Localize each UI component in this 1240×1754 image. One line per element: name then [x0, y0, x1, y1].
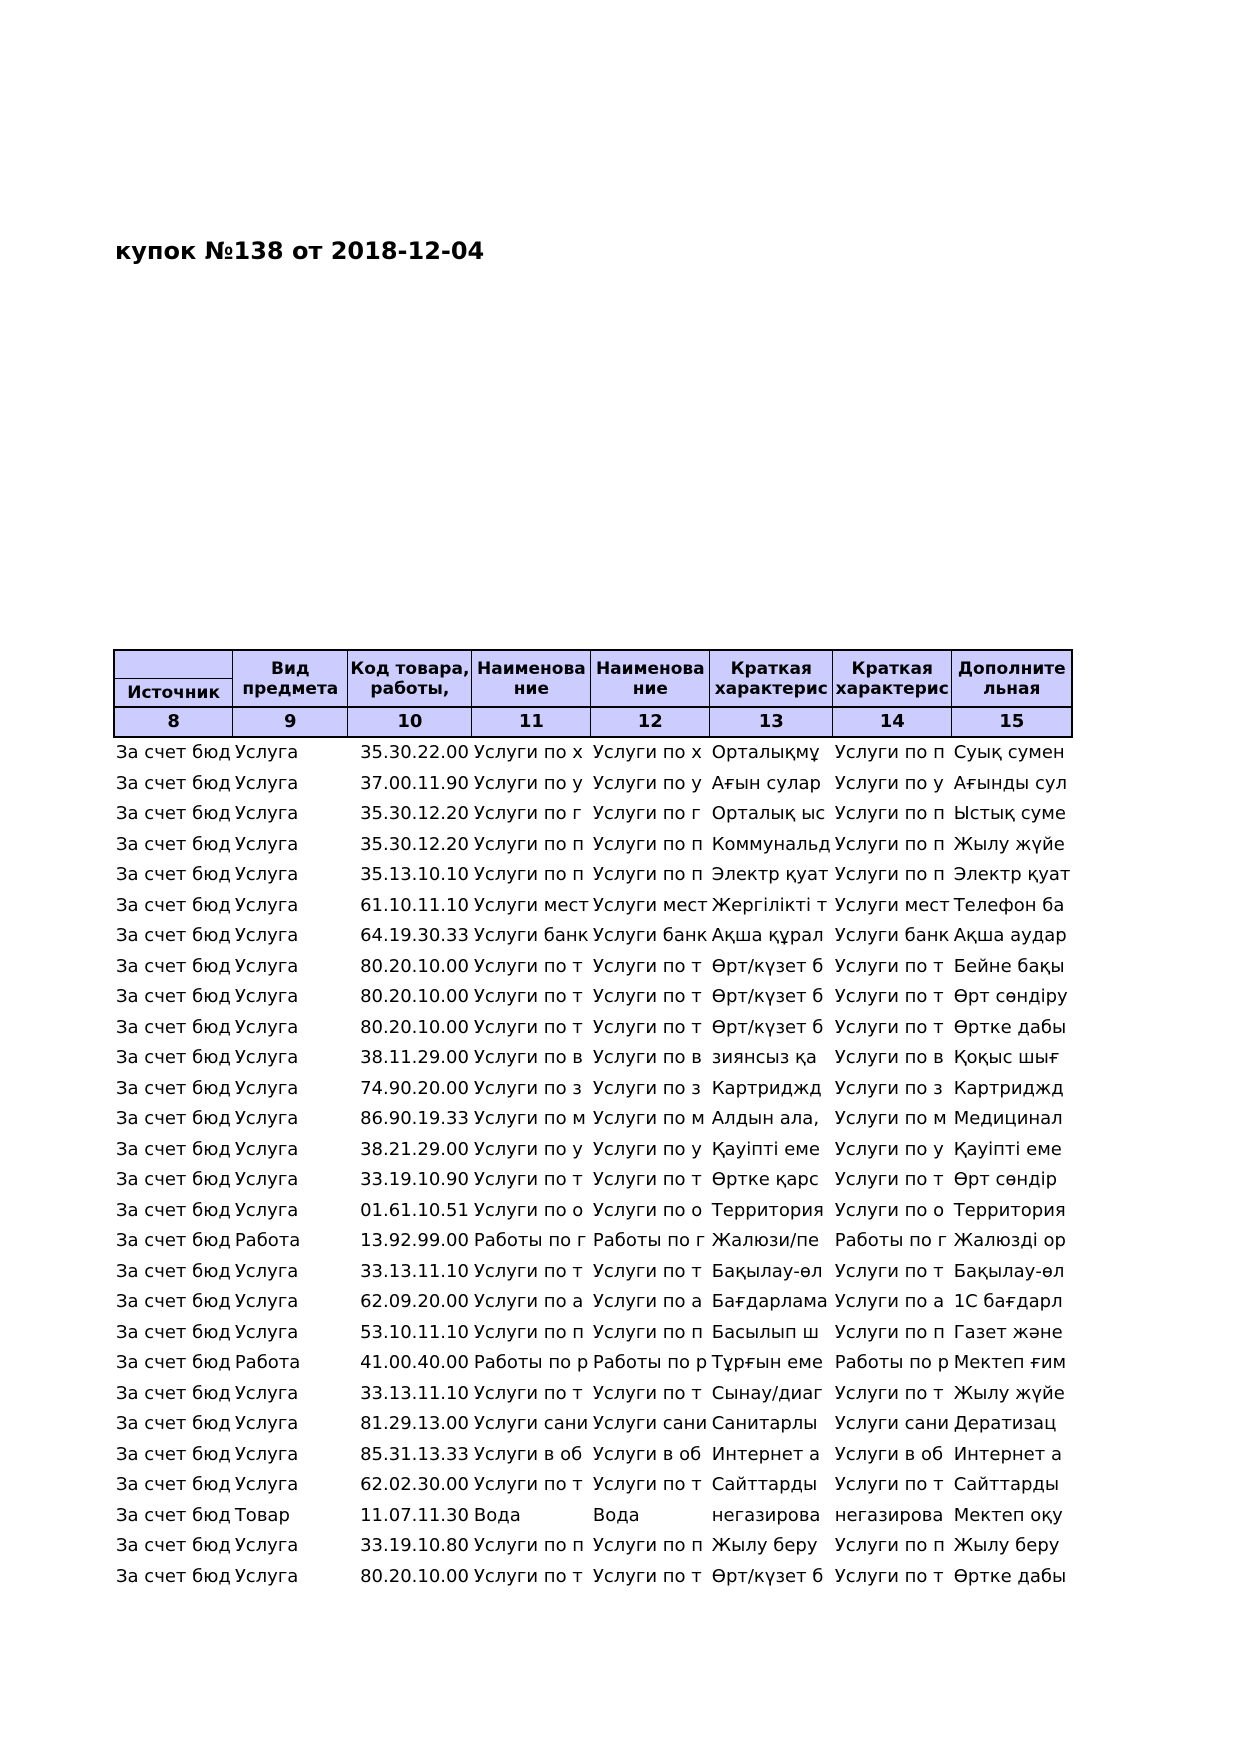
cell-additional: 1С бағдарл	[953, 1291, 1063, 1313]
cell-item-code: 38.21.29.00	[360, 1138, 469, 1160]
cell-subject-type: Услуга	[234, 1199, 299, 1221]
cell-subject-type: Услуга	[234, 1260, 299, 1282]
cell-short-desc-ru: Услуги по п	[834, 1535, 945, 1557]
cell-short-desc-ru: Услуги по т	[834, 955, 944, 977]
cell-subject-type: Услуга	[234, 1413, 299, 1435]
cell-short-desc-ru: Услуги по п	[834, 1321, 945, 1343]
header-top-cell: Наименова	[591, 650, 710, 679]
cell-short-desc-kz: негазирова	[711, 1504, 821, 1526]
cell-source: За счет бюд	[116, 1047, 231, 1069]
cell-name-ru: Услуги по т	[473, 1382, 583, 1404]
cell-additional: Жылу беру	[953, 1535, 1060, 1557]
cell-source: За счет бюд	[116, 986, 231, 1008]
cell-source: За счет бюд	[116, 1535, 231, 1557]
cell-short-desc-kz: Алдын ала,	[711, 1108, 820, 1130]
cell-short-desc-ru: Услуги по т	[834, 1260, 944, 1282]
cell-item-code: 74.90.20.00	[360, 1077, 469, 1099]
cell-name-kz: Услуги по в	[592, 1047, 702, 1069]
cell-short-desc-ru: негазирова	[834, 1504, 944, 1526]
cell-short-desc-kz: Басылып ш	[711, 1321, 819, 1343]
cell-name-ru: Услуги по у	[473, 772, 583, 794]
cell-source: За счет бюд	[116, 894, 231, 916]
cell-short-desc-ru: Услуги в об	[834, 1443, 944, 1465]
table-row	[114, 1104, 1072, 1135]
cell-subject-type: Услуга	[234, 1443, 299, 1465]
cell-additional: Өртке дабы	[953, 1565, 1067, 1587]
cell-name-ru: Услуги по т	[473, 1260, 583, 1282]
cell-source: За счет бюд	[116, 1199, 231, 1221]
cell-short-desc-ru: Услуги мест	[834, 894, 950, 916]
cell-item-code: 33.19.10.90	[360, 1169, 469, 1191]
cell-short-desc-ru: Услуги по т	[834, 986, 944, 1008]
cell-item-code: 33.13.11.10	[360, 1382, 469, 1404]
cell-subject-type: Товар	[234, 1504, 290, 1526]
cell-short-desc-kz: Санитарлы	[711, 1413, 818, 1435]
cell-subject-type: Работа	[234, 1230, 301, 1252]
cell-subject-type: Услуга	[234, 1535, 299, 1557]
cell-item-code: 85.31.13.33	[360, 1443, 469, 1465]
cell-subject-type: Работа	[234, 1352, 301, 1374]
header-row-top	[114, 650, 1072, 679]
table-row	[114, 891, 1072, 922]
cell-source: За счет бюд	[116, 1382, 231, 1404]
cell-additional: Қоқыс шығ	[953, 1047, 1060, 1069]
cell-additional: Өрт сөндіру	[953, 986, 1068, 1008]
cell-short-desc-kz: Ақша құрал	[711, 925, 824, 947]
cell-name-ru: Услуги по п	[473, 1321, 585, 1343]
cell-additional: Ақша аудар	[953, 925, 1067, 947]
cell-name-kz: Услуги по п	[592, 1535, 704, 1557]
cell-name-kz: Услуги по п	[592, 864, 704, 886]
cell-name-kz: Услуги в об	[592, 1443, 702, 1465]
cell-short-desc-kz: Жергілікті т	[711, 894, 828, 916]
table-row	[114, 952, 1072, 983]
cell-source: За счет бюд	[116, 1474, 231, 1496]
cell-name-ru: Услуги по т	[473, 1565, 583, 1587]
cell-source: За счет бюд	[116, 925, 231, 947]
cell-item-code: 13.92.99.00	[360, 1230, 469, 1252]
table-row	[114, 1043, 1072, 1074]
cell-additional: Газет және	[953, 1321, 1063, 1343]
cell-item-code: 81.29.13.00	[360, 1413, 469, 1435]
cell-subject-type: Услуга	[234, 803, 299, 825]
cell-item-code: 61.10.11.10	[360, 894, 469, 916]
cell-additional: Территория	[953, 1199, 1066, 1221]
cell-short-desc-ru: Услуги банк	[834, 925, 950, 947]
cell-additional: Электр қуат	[953, 864, 1071, 886]
table-row	[114, 921, 1072, 952]
cell-source: За счет бюд	[116, 803, 231, 825]
cell-name-kz: Услуги по т	[592, 1169, 702, 1191]
cell-subject-type: Услуга	[234, 1321, 299, 1343]
cell-item-code: 35.30.12.20	[360, 833, 469, 855]
cell-item-code: 11.07.11.30	[360, 1504, 469, 1526]
cell-short-desc-kz: Орталық ыс	[711, 803, 826, 825]
table-body	[114, 737, 1072, 1592]
table-row	[114, 1318, 1072, 1349]
header-mid-cell: характерис	[833, 679, 952, 708]
cell-subject-type: Услуга	[234, 1474, 299, 1496]
cell-item-code: 86.90.19.33	[360, 1108, 469, 1130]
cell-subject-type: Услуга	[234, 955, 299, 977]
cell-additional: Бақылау-өл	[953, 1260, 1065, 1282]
cell-subject-type: Услуга	[234, 1291, 299, 1313]
column-number: 9	[233, 707, 348, 737]
cell-name-ru: Услуги по т	[473, 1169, 583, 1191]
cell-name-kz: Услуги по п	[592, 833, 704, 855]
column-number: 15	[952, 707, 1073, 737]
cell-name-kz: Услуги по п	[592, 1321, 704, 1343]
cell-name-ru: Услуги по т	[473, 955, 583, 977]
page-title: купок №138 от 2018-12-04	[115, 237, 485, 265]
cell-additional: Интернет а	[953, 1443, 1062, 1465]
column-number: 11	[472, 707, 591, 737]
cell-name-kz: Услуги по т	[592, 1474, 702, 1496]
header-top-cell: Дополните	[952, 650, 1073, 679]
cell-short-desc-kz: Өрт/күзет б	[711, 1016, 824, 1038]
cell-short-desc-ru: Услуги сани	[834, 1413, 950, 1435]
cell-name-ru: Услуги сани	[473, 1413, 589, 1435]
cell-additional: Медицинал	[953, 1108, 1063, 1130]
cell-item-code: 41.00.40.00	[360, 1352, 469, 1374]
cell-name-kz: Услуги по т	[592, 986, 702, 1008]
table-row	[114, 1226, 1072, 1257]
cell-name-ru: Услуги по п	[473, 833, 585, 855]
cell-short-desc-kz: Сайттарды	[711, 1474, 818, 1496]
header-top-cell: Краткая	[710, 650, 833, 679]
cell-subject-type: Услуга	[234, 894, 299, 916]
header-source-blank	[114, 650, 233, 679]
cell-source: За счет бюд	[116, 772, 231, 794]
table-row	[114, 1135, 1072, 1166]
cell-subject-type: Услуга	[234, 772, 299, 794]
cell-name-ru: Услуги банк	[473, 925, 589, 947]
cell-short-desc-ru: Услуги по п	[834, 833, 945, 855]
cell-short-desc-ru: Услуги по т	[834, 1382, 944, 1404]
table-row	[114, 1501, 1072, 1532]
cell-short-desc-ru: Услуги по п	[834, 864, 945, 886]
cell-short-desc-ru: Услуги по м	[834, 1108, 947, 1130]
cell-short-desc-kz: зиянсыз қа	[711, 1047, 817, 1069]
cell-source: За счет бюд	[116, 1016, 231, 1038]
table-row	[114, 982, 1072, 1013]
cell-short-desc-ru: Услуги по т	[834, 1474, 944, 1496]
cell-short-desc-ru: Услуги по т	[834, 1016, 944, 1038]
cell-source: За счет бюд	[116, 1352, 231, 1374]
cell-short-desc-ru: Услуги по а	[834, 1291, 945, 1313]
cell-subject-type: Услуга	[234, 1565, 299, 1587]
table-row	[114, 1470, 1072, 1501]
table-row	[114, 1257, 1072, 1288]
cell-item-code: 80.20.10.00	[360, 1565, 469, 1587]
table-row	[114, 1379, 1072, 1410]
cell-additional: Жалюзді ор	[953, 1230, 1066, 1252]
cell-name-ru: Услуги мест	[473, 894, 589, 916]
cell-name-ru: Услуги по г	[473, 803, 582, 825]
cell-additional: Ағынды сул	[953, 772, 1068, 794]
cell-name-kz: Услуги по г	[592, 803, 701, 825]
header-mid-cell: характерис	[710, 679, 833, 708]
cell-short-desc-kz: Электр қуат	[711, 864, 829, 886]
header-mid-cell: льная	[952, 679, 1073, 708]
cell-short-desc-kz: Сынау/диаг	[711, 1382, 823, 1404]
cell-item-code: 80.20.10.00	[360, 955, 469, 977]
cell-name-ru: Услуги в об	[473, 1443, 583, 1465]
cell-subject-type: Услуга	[234, 1382, 299, 1404]
cell-name-ru: Услуги по п	[473, 1535, 585, 1557]
cell-additional: Дератизац	[953, 1413, 1057, 1435]
cell-name-ru: Услуги по в	[473, 1047, 583, 1069]
cell-name-kz: Работы по г	[592, 1230, 706, 1252]
column-number: 12	[591, 707, 710, 737]
table-row	[114, 1013, 1072, 1044]
cell-name-kz: Работы по р	[592, 1352, 708, 1374]
cell-additional: Мектеп оқу	[953, 1504, 1063, 1526]
cell-name-ru: Услуги по м	[473, 1108, 586, 1130]
cell-source: За счет бюд	[116, 1321, 231, 1343]
cell-name-ru: Работы по г	[473, 1230, 587, 1252]
cell-name-ru: Услуги по т	[473, 986, 583, 1008]
header-top-cell: Код товара,	[348, 650, 472, 679]
cell-source: За счет бюд	[116, 742, 231, 764]
cell-subject-type: Услуга	[234, 742, 299, 764]
cell-item-code: 53.10.11.10	[360, 1321, 469, 1343]
table-row	[114, 1409, 1072, 1440]
cell-source: За счет бюд	[116, 1077, 231, 1099]
table-row	[114, 830, 1072, 861]
cell-short-desc-kz: Жалюзи/пе	[711, 1230, 820, 1252]
cell-subject-type: Услуга	[234, 1047, 299, 1069]
header-mid-cell: предмета	[233, 679, 348, 708]
cell-name-ru: Работы по р	[473, 1352, 589, 1374]
cell-source: За счет бюд	[116, 955, 231, 977]
cell-name-kz: Услуги по а	[592, 1291, 703, 1313]
cell-name-kz: Услуги по т	[592, 1565, 702, 1587]
cell-additional: Жылу жүйе	[953, 833, 1065, 855]
cell-short-desc-ru: Услуги по в	[834, 1047, 944, 1069]
cell-source: За счет бюд	[116, 1260, 231, 1282]
cell-item-code: 33.13.11.10	[360, 1260, 469, 1282]
cell-short-desc-ru: Услуги по о	[834, 1199, 945, 1221]
cell-item-code: 62.09.20.00	[360, 1291, 469, 1313]
table-header	[114, 650, 1072, 737]
cell-additional: Жылу жүйе	[953, 1382, 1065, 1404]
cell-short-desc-ru: Работы по р	[834, 1352, 950, 1374]
cell-short-desc-kz: Тұрғын еме	[711, 1352, 823, 1374]
cell-name-ru: Услуги по п	[473, 864, 585, 886]
cell-item-code: 64.19.30.33	[360, 925, 469, 947]
cell-subject-type: Услуга	[234, 925, 299, 947]
cell-short-desc-kz: Өрт/күзет б	[711, 1565, 824, 1587]
cell-item-code: 80.20.10.00	[360, 986, 469, 1008]
table-row	[114, 1440, 1072, 1471]
cell-item-code: 62.02.30.00	[360, 1474, 469, 1496]
cell-source: За счет бюд	[116, 833, 231, 855]
cell-short-desc-ru: Услуги по т	[834, 1169, 944, 1191]
cell-name-kz: Услуги по т	[592, 1016, 702, 1038]
procurement-table	[113, 649, 1073, 1592]
table-row	[114, 860, 1072, 891]
cell-additional: Сайттарды	[953, 1474, 1060, 1496]
table-row	[114, 1165, 1072, 1196]
cell-short-desc-kz: Коммунальд	[711, 833, 831, 855]
cell-source: За счет бюд	[116, 1504, 231, 1526]
cell-item-code: 01.61.10.51	[360, 1199, 469, 1221]
cell-additional: Қауіпті еме	[953, 1138, 1062, 1160]
cell-source: За счет бюд	[116, 1443, 231, 1465]
header-mid-cell: ние	[472, 679, 591, 708]
cell-source: За счет бюд	[116, 1565, 231, 1587]
cell-subject-type: Услуга	[234, 1169, 299, 1191]
table-row	[114, 769, 1072, 800]
cell-name-ru: Услуги по т	[473, 1016, 583, 1038]
cell-short-desc-kz: Бақылау-өл	[711, 1260, 823, 1282]
cell-name-kz: Услуги по у	[592, 772, 702, 794]
cell-additional: Ыстық суме	[953, 803, 1066, 825]
column-number: 8	[114, 707, 233, 737]
cell-additional: Суық сумен	[953, 742, 1065, 764]
header-mid-cell: ние	[591, 679, 710, 708]
cell-short-desc-ru: Работы по г	[834, 1230, 948, 1252]
table-row	[114, 1562, 1072, 1593]
cell-name-kz: Услуги по т	[592, 955, 702, 977]
cell-short-desc-kz: Территория	[711, 1199, 824, 1221]
cell-short-desc-kz: Өрт/күзет б	[711, 986, 824, 1008]
cell-item-code: 38.11.29.00	[360, 1047, 469, 1069]
cell-short-desc-kz: Орталықмұ	[711, 742, 820, 764]
cell-name-kz: Услуги по у	[592, 1138, 702, 1160]
cell-additional: Мектеп ғим	[953, 1352, 1067, 1374]
table-row	[114, 1287, 1072, 1318]
cell-name-kz: Услуги банк	[592, 925, 708, 947]
table-row	[114, 1074, 1072, 1105]
cell-source: За счет бюд	[116, 1108, 231, 1130]
header-row-mid	[114, 679, 1072, 708]
cell-name-ru: Услуги по у	[473, 1138, 583, 1160]
cell-subject-type: Услуга	[234, 833, 299, 855]
cell-name-ru: Вода	[473, 1504, 521, 1526]
cell-short-desc-kz: Интернет а	[711, 1443, 821, 1465]
cell-item-code: 35.30.22.00	[360, 742, 469, 764]
cell-short-desc-ru: Услуги по у	[834, 1138, 944, 1160]
cell-subject-type: Услуга	[234, 1077, 299, 1099]
cell-short-desc-kz: Өртке қарс	[711, 1169, 819, 1191]
cell-name-kz: Услуги по т	[592, 1382, 702, 1404]
cell-item-code: 37.00.11.90	[360, 772, 469, 794]
cell-additional: Өртке дабы	[953, 1016, 1067, 1038]
cell-name-ru: Услуги по о	[473, 1199, 584, 1221]
cell-name-kz: Услуги по м	[592, 1108, 705, 1130]
cell-name-kz: Услуги по з	[592, 1077, 701, 1099]
cell-short-desc-ru: Услуги по у	[834, 772, 944, 794]
cell-name-kz: Услуги по т	[592, 1260, 702, 1282]
cell-name-ru: Услуги по а	[473, 1291, 584, 1313]
cell-additional: Бейне бақы	[953, 955, 1065, 977]
cell-additional: Өрт сөндір	[953, 1169, 1058, 1191]
header-top-cell: Наименова	[472, 650, 591, 679]
table-row	[114, 737, 1072, 769]
cell-short-desc-kz: Қауіпті еме	[711, 1138, 820, 1160]
cell-item-code: 35.30.12.20	[360, 803, 469, 825]
header-source-label: Источник	[114, 679, 233, 708]
cell-name-ru: Услуги по х	[473, 742, 583, 764]
cell-short-desc-ru: Услуги по п	[834, 742, 945, 764]
cell-item-code: 80.20.10.00	[360, 1016, 469, 1038]
cell-name-ru: Услуги по т	[473, 1474, 583, 1496]
cell-subject-type: Услуга	[234, 986, 299, 1008]
column-number: 13	[710, 707, 833, 737]
cell-name-kz: Вода	[592, 1504, 640, 1526]
cell-subject-type: Услуга	[234, 864, 299, 886]
cell-source: За счет бюд	[116, 1138, 231, 1160]
cell-name-kz: Услуги мест	[592, 894, 708, 916]
cell-source: За счет бюд	[116, 1413, 231, 1435]
cell-subject-type: Услуга	[234, 1108, 299, 1130]
cell-subject-type: Услуга	[234, 1138, 299, 1160]
cell-source: За счет бюд	[116, 1230, 231, 1252]
column-number: 10	[348, 707, 472, 737]
cell-source: За счет бюд	[116, 1291, 231, 1313]
cell-source: За счет бюд	[116, 864, 231, 886]
cell-source: За счет бюд	[116, 1169, 231, 1191]
cell-subject-type: Услуга	[234, 1016, 299, 1038]
cell-item-code: 35.13.10.10	[360, 864, 469, 886]
table-row	[114, 1531, 1072, 1562]
column-number: 14	[833, 707, 952, 737]
cell-short-desc-kz: Ағын сулар	[711, 772, 821, 794]
cell-name-kz: Услуги по о	[592, 1199, 703, 1221]
header-row-numbers	[114, 707, 1072, 737]
cell-name-kz: Услуги по х	[592, 742, 702, 764]
header-mid-cell: работы,	[348, 679, 472, 708]
cell-additional: Картриджд	[953, 1077, 1064, 1099]
cell-short-desc-kz: Өрт/күзет б	[711, 955, 824, 977]
cell-additional: Телефон ба	[953, 894, 1065, 916]
cell-item-code: 33.19.10.80	[360, 1535, 469, 1557]
cell-name-ru: Услуги по з	[473, 1077, 582, 1099]
cell-short-desc-kz: Картриджд	[711, 1077, 822, 1099]
cell-short-desc-kz: Жылу беру	[711, 1535, 818, 1557]
cell-short-desc-kz: Бағдарлама	[711, 1291, 828, 1313]
cell-name-kz: Услуги сани	[592, 1413, 708, 1435]
table-row	[114, 1196, 1072, 1227]
header-top-cell: Краткая	[833, 650, 952, 679]
cell-short-desc-ru: Услуги по з	[834, 1077, 943, 1099]
cell-short-desc-ru: Услуги по п	[834, 803, 945, 825]
table-row	[114, 799, 1072, 830]
header-top-cell: Вид	[233, 650, 348, 679]
table-row	[114, 1348, 1072, 1379]
cell-short-desc-ru: Услуги по т	[834, 1565, 944, 1587]
